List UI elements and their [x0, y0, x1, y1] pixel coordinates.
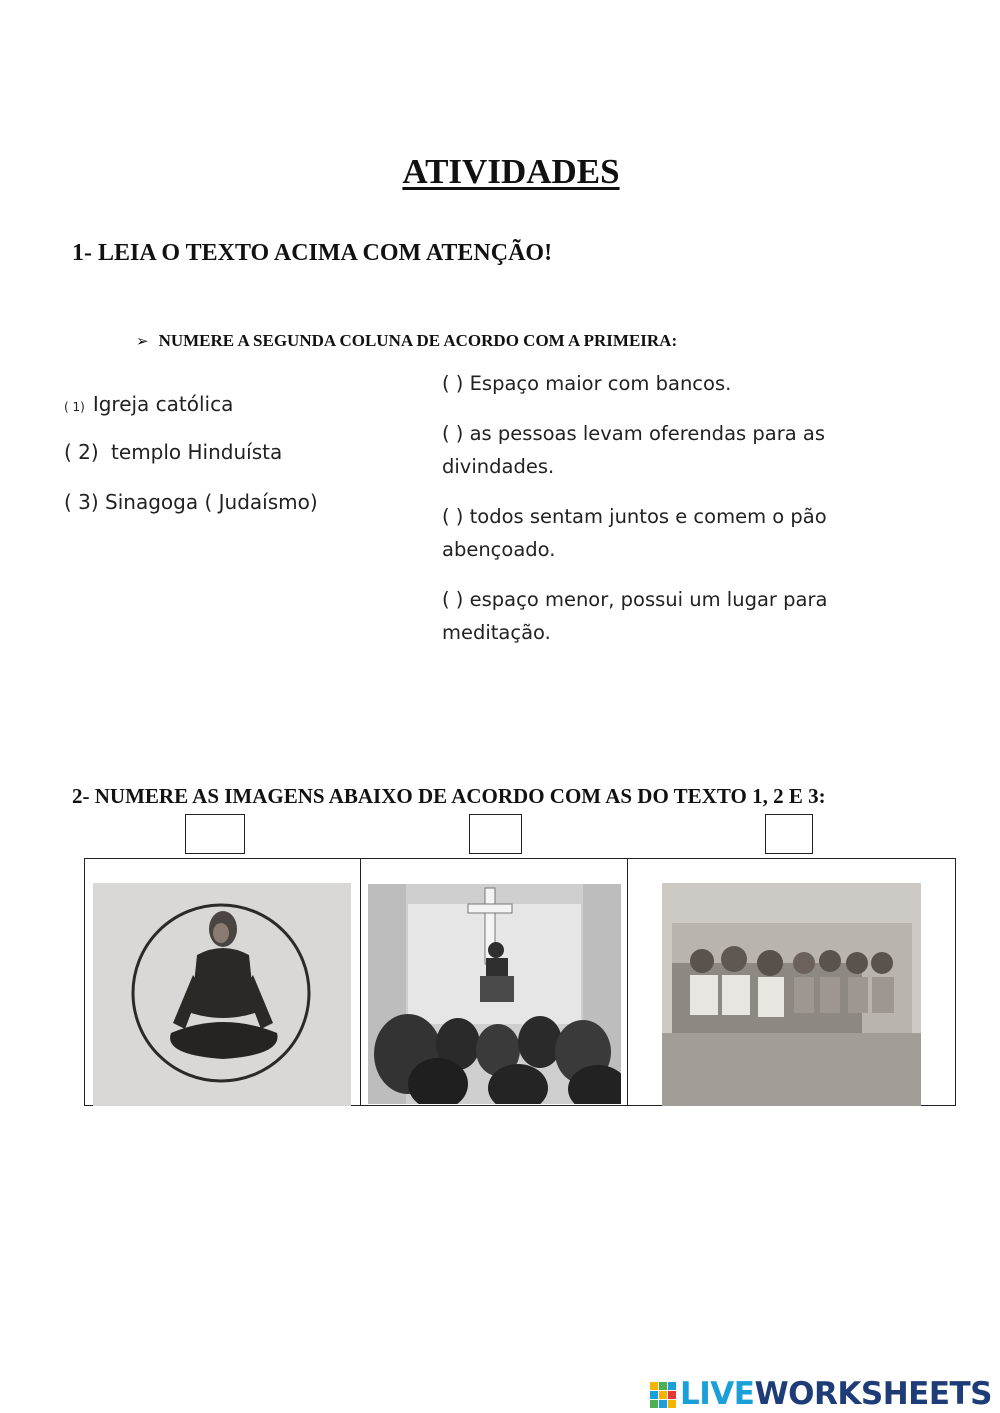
left-item-number: ( 2): [64, 440, 99, 464]
left-item-label: Igreja católica: [92, 392, 234, 416]
logo-icon: [650, 1382, 676, 1408]
left-item-number: ( 3): [64, 490, 99, 514]
right-item-2[interactable]: ( ) as pessoas levam oferendas para as divindades.: [442, 422, 825, 478]
right-item-3[interactable]: ( ) todos sentam juntos e comem o pão abençoado.: [442, 505, 827, 561]
left-item-number: ( 1): [64, 400, 85, 414]
right-item-4[interactable]: ( ) espaço menor, possui um lugar para meditação.: [442, 588, 828, 644]
answer-box-1[interactable]: [185, 814, 245, 854]
answer-box-3[interactable]: [765, 814, 813, 854]
table-divider: [627, 858, 628, 1106]
instruction-text: NUMERE A SEGUNDA COLUNA DE ACORDO COM A PRIMEIRA:: [158, 331, 678, 350]
synagogue-image: [662, 883, 921, 1106]
left-item-1: [64, 392, 233, 416]
question-2-heading: 2- NUMERE AS IMAGENS ABAIXO DE ACORDO COM AS DO TEXTO 1, 2 E 3:: [72, 784, 826, 808]
left-item-3: [64, 490, 318, 514]
logo-text-worksheets: WORKSHEETS: [754, 1376, 992, 1412]
left-item-label: templo Hinduísta: [104, 440, 283, 464]
page-title: ATIVIDADES: [402, 152, 620, 191]
question-1-instruction: [136, 331, 677, 351]
table-divider: [360, 858, 361, 1106]
question-1-heading: 1- LEIA O TEXTO ACIMA COM ATENÇÃO!: [72, 240, 553, 266]
left-item-2: [64, 440, 282, 464]
arrow-bullet-icon: ➢: [136, 332, 149, 350]
right-item-1[interactable]: ( ) Espaço maior com bancos.: [442, 372, 732, 395]
liveworksheets-logo: [650, 1376, 992, 1412]
answer-box-2[interactable]: [469, 814, 522, 854]
logo-text-live: LIVE: [679, 1376, 755, 1412]
meditation-image: [93, 883, 351, 1106]
church-image: [368, 884, 621, 1104]
left-item-label: Sinagoga ( Judaísmo): [105, 490, 318, 514]
